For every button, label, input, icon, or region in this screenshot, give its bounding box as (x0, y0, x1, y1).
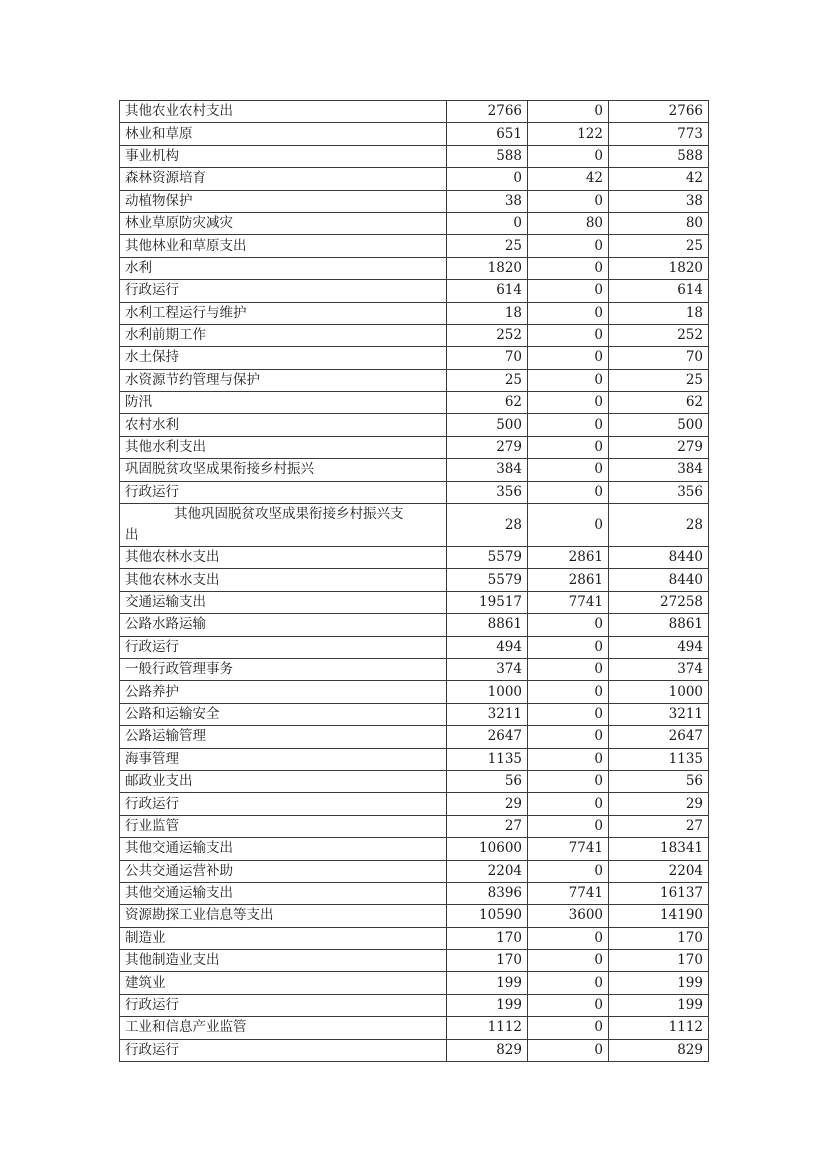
row-category-name: 其他交通运输支出 (120, 882, 447, 904)
table-row (120, 770, 709, 792)
amount-total-cell: 1112 (609, 1017, 709, 1039)
amount-col1-cell: 27 (447, 815, 528, 837)
amount-total-cell: 38 (609, 190, 709, 212)
row-category-name: 水利工程运行与维护 (120, 302, 447, 324)
amount-col1-cell: 19517 (447, 591, 528, 613)
amount-col2-cell: 0 (528, 414, 609, 436)
amount-col2-cell: 0 (528, 459, 609, 481)
amount-col2-cell: 3600 (528, 905, 609, 927)
amount-col2-cell: 0 (528, 369, 609, 391)
amount-col1-cell: 0 (447, 168, 528, 190)
amount-col1-cell: 279 (447, 436, 528, 458)
row-category-name: 林业草原防灾减灾 (120, 212, 447, 234)
amount-col2-cell: 0 (528, 1017, 609, 1039)
table-row (120, 547, 709, 569)
table-row (120, 972, 709, 994)
amount-col2-cell: 0 (528, 190, 609, 212)
table-row (120, 703, 709, 725)
amount-col1-cell: 38 (447, 190, 528, 212)
table-row (120, 838, 709, 860)
table-row (120, 436, 709, 458)
amount-col1-cell: 25 (447, 235, 528, 257)
amount-col1-cell: 199 (447, 994, 528, 1016)
amount-total-cell: 29 (609, 793, 709, 815)
amount-col1-cell: 10600 (447, 838, 528, 860)
table-row (120, 636, 709, 658)
amount-col2-cell: 0 (528, 793, 609, 815)
amount-total-cell: 773 (609, 123, 709, 145)
row-category-name: 其他林业和草原支出 (120, 235, 447, 257)
amount-col1-cell: 2766 (447, 101, 528, 123)
amount-col2-cell: 0 (528, 860, 609, 882)
row-category-name: 其他交通运输支出 (120, 838, 447, 860)
amount-col2-cell: 0 (528, 481, 609, 503)
table-row (120, 569, 709, 591)
amount-col2-cell: 0 (528, 726, 609, 748)
table-row (120, 123, 709, 145)
amount-total-cell: 62 (609, 392, 709, 414)
amount-col1-cell: 588 (447, 145, 528, 167)
amount-total-cell: 279 (609, 436, 709, 458)
amount-col1-cell: 2204 (447, 860, 528, 882)
row-category-name: 行业监管 (120, 815, 447, 837)
amount-col1-cell: 1112 (447, 1017, 528, 1039)
amount-col1-cell: 0 (447, 212, 528, 234)
row-category-name: 其他制造业支出 (120, 950, 447, 972)
row-category-name: 其他水利支出 (120, 436, 447, 458)
table-row (120, 145, 709, 167)
row-category-name-line1: 其他巩固脱贫攻坚成果衔接乡村振兴支 (174, 506, 404, 523)
amount-col1-cell: 829 (447, 1039, 528, 1061)
row-category-name: 行政运行 (120, 280, 447, 302)
row-category-name: 工业和信息产业监管 (120, 1017, 447, 1039)
amount-col2-cell: 42 (528, 168, 609, 190)
amount-total-cell: 25 (609, 235, 709, 257)
row-category-name: 资源勘探工业信息等支出 (120, 905, 447, 927)
amount-total-cell: 18 (609, 302, 709, 324)
row-category-name: 水利 (120, 257, 447, 279)
amount-total-cell: 1820 (609, 257, 709, 279)
table-row (120, 235, 709, 257)
row-category-name: 防汛 (120, 392, 447, 414)
row-category-name: 制造业 (120, 927, 447, 949)
row-category-name: 森林资源培育 (120, 168, 447, 190)
amount-col2-cell: 0 (528, 436, 609, 458)
row-category-name: 邮政业支出 (120, 770, 447, 792)
amount-total-cell: 42 (609, 168, 709, 190)
row-category-name: 林业和草原 (120, 123, 447, 145)
table-row (120, 459, 709, 481)
amount-total-cell: 199 (609, 994, 709, 1016)
row-category-name (120, 504, 447, 547)
amount-col2-cell: 0 (528, 347, 609, 369)
amount-col1-cell: 356 (447, 481, 528, 503)
amount-col1-cell: 28 (447, 504, 528, 547)
amount-total-cell: 28 (609, 504, 709, 547)
row-category-name: 行政运行 (120, 636, 447, 658)
table-row (120, 212, 709, 234)
row-category-name: 海事管理 (120, 748, 447, 770)
amount-col2-cell: 0 (528, 770, 609, 792)
amount-col1-cell: 199 (447, 972, 528, 994)
row-category-name: 事业机构 (120, 145, 447, 167)
table-row (120, 302, 709, 324)
amount-col1-cell: 8396 (447, 882, 528, 904)
row-category-name: 水资源节约管理与保护 (120, 369, 447, 391)
amount-col2-cell: 0 (528, 101, 609, 123)
table-row (120, 591, 709, 613)
amount-total-cell: 614 (609, 280, 709, 302)
amount-col2-cell: 0 (528, 994, 609, 1016)
amount-col2-cell: 80 (528, 212, 609, 234)
row-category-name: 巩固脱贫攻坚成果衔接乡村振兴 (120, 459, 447, 481)
amount-total-cell: 1000 (609, 681, 709, 703)
table-row (120, 658, 709, 680)
amount-total-cell: 80 (609, 212, 709, 234)
amount-col1-cell: 2647 (447, 726, 528, 748)
amount-total-cell: 588 (609, 145, 709, 167)
amount-col2-cell: 0 (528, 504, 609, 547)
amount-col1-cell: 18 (447, 302, 528, 324)
amount-col1-cell: 5579 (447, 547, 528, 569)
amount-total-cell: 2647 (609, 726, 709, 748)
row-category-name: 其他农业农村支出 (120, 101, 447, 123)
amount-col1-cell: 374 (447, 658, 528, 680)
amount-col1-cell: 651 (447, 123, 528, 145)
table-row (120, 614, 709, 636)
table-body (120, 101, 709, 1062)
amount-total-cell: 8440 (609, 547, 709, 569)
row-category-name: 行政运行 (120, 793, 447, 815)
table-row (120, 324, 709, 346)
amount-col2-cell: 7741 (528, 838, 609, 860)
amount-total-cell: 2204 (609, 860, 709, 882)
amount-col1-cell: 5579 (447, 569, 528, 591)
amount-col1-cell: 494 (447, 636, 528, 658)
amount-col1-cell: 70 (447, 347, 528, 369)
amount-col2-cell: 0 (528, 257, 609, 279)
amount-total-cell: 500 (609, 414, 709, 436)
amount-col1-cell: 1820 (447, 257, 528, 279)
row-category-name: 公路水路运输 (120, 614, 447, 636)
amount-col2-cell: 0 (528, 636, 609, 658)
table-row (120, 994, 709, 1016)
table-row (120, 347, 709, 369)
table-row (120, 815, 709, 837)
amount-total-cell: 2766 (609, 101, 709, 123)
amount-total-cell: 27258 (609, 591, 709, 613)
amount-total-cell: 252 (609, 324, 709, 346)
table-row (120, 257, 709, 279)
amount-col1-cell: 29 (447, 793, 528, 815)
amount-col2-cell: 2861 (528, 547, 609, 569)
amount-col1-cell: 500 (447, 414, 528, 436)
table-row (120, 369, 709, 391)
row-category-name: 行政运行 (120, 481, 447, 503)
amount-total-cell: 494 (609, 636, 709, 658)
amount-col2-cell: 0 (528, 815, 609, 837)
amount-col1-cell: 1000 (447, 681, 528, 703)
amount-col1-cell: 252 (447, 324, 528, 346)
amount-total-cell: 16137 (609, 882, 709, 904)
amount-col2-cell: 0 (528, 703, 609, 725)
amount-col2-cell: 2861 (528, 569, 609, 591)
amount-col1-cell: 8861 (447, 614, 528, 636)
row-category-name: 一般行政管理事务 (120, 658, 447, 680)
amount-total-cell: 170 (609, 927, 709, 949)
amount-total-cell: 8861 (609, 614, 709, 636)
row-category-name: 交通运输支出 (120, 591, 447, 613)
table-row (120, 504, 709, 547)
amount-col1-cell: 3211 (447, 703, 528, 725)
amount-col2-cell: 0 (528, 145, 609, 167)
row-category-name: 行政运行 (120, 994, 447, 1016)
table-row (120, 681, 709, 703)
table-row (120, 190, 709, 212)
amount-col1-cell: 25 (447, 369, 528, 391)
row-category-name: 公路养护 (120, 681, 447, 703)
amount-col2-cell: 0 (528, 681, 609, 703)
amount-col2-cell: 0 (528, 950, 609, 972)
row-category-name: 水利前期工作 (120, 324, 447, 346)
amount-total-cell: 18341 (609, 838, 709, 860)
amount-total-cell: 199 (609, 972, 709, 994)
row-category-name: 建筑业 (120, 972, 447, 994)
table-row (120, 414, 709, 436)
amount-col2-cell: 0 (528, 392, 609, 414)
amount-total-cell: 27 (609, 815, 709, 837)
table-row (120, 168, 709, 190)
table-row (120, 793, 709, 815)
table-row (120, 927, 709, 949)
amount-total-cell: 829 (609, 1039, 709, 1061)
table-row (120, 748, 709, 770)
amount-col2-cell: 0 (528, 972, 609, 994)
amount-total-cell: 56 (609, 770, 709, 792)
table-row (120, 726, 709, 748)
amount-total-cell: 1135 (609, 748, 709, 770)
table-row (120, 481, 709, 503)
table-row (120, 905, 709, 927)
row-category-name: 公共交通运营补助 (120, 860, 447, 882)
row-category-name: 农村水利 (120, 414, 447, 436)
amount-col1-cell: 170 (447, 950, 528, 972)
amount-total-cell: 3211 (609, 703, 709, 725)
amount-col1-cell: 170 (447, 927, 528, 949)
amount-col2-cell: 0 (528, 280, 609, 302)
row-category-name: 水土保持 (120, 347, 447, 369)
table-row (120, 860, 709, 882)
row-category-name: 行政运行 (120, 1039, 447, 1061)
amount-col1-cell: 1135 (447, 748, 528, 770)
amount-col1-cell: 384 (447, 459, 528, 481)
table-row (120, 392, 709, 414)
amount-total-cell: 70 (609, 347, 709, 369)
row-category-name-line2: 出 (125, 527, 139, 544)
amount-total-cell: 25 (609, 369, 709, 391)
table-row (120, 101, 709, 123)
amount-col2-cell: 7741 (528, 882, 609, 904)
amount-col1-cell: 614 (447, 280, 528, 302)
amount-col1-cell: 10590 (447, 905, 528, 927)
budget-table (119, 100, 709, 1062)
amount-col2-cell: 0 (528, 748, 609, 770)
amount-col2-cell: 0 (528, 324, 609, 346)
table-row (120, 950, 709, 972)
amount-col2-cell: 0 (528, 658, 609, 680)
row-category-name: 其他农林水支出 (120, 569, 447, 591)
row-category-name: 公路和运输安全 (120, 703, 447, 725)
row-category-name: 动植物保护 (120, 190, 447, 212)
row-category-name: 公路运输管理 (120, 726, 447, 748)
row-category-name: 其他农林水支出 (120, 547, 447, 569)
amount-col2-cell: 0 (528, 927, 609, 949)
amount-col2-cell: 0 (528, 302, 609, 324)
amount-col2-cell: 0 (528, 1039, 609, 1061)
amount-col2-cell: 122 (528, 123, 609, 145)
table-row (120, 1017, 709, 1039)
amount-col1-cell: 62 (447, 392, 528, 414)
table-row (120, 882, 709, 904)
amount-col2-cell: 7741 (528, 591, 609, 613)
amount-col2-cell: 0 (528, 235, 609, 257)
table-row (120, 1039, 709, 1061)
amount-col2-cell: 0 (528, 614, 609, 636)
amount-total-cell: 14190 (609, 905, 709, 927)
amount-total-cell: 356 (609, 481, 709, 503)
table-row (120, 280, 709, 302)
amount-total-cell: 384 (609, 459, 709, 481)
amount-total-cell: 374 (609, 658, 709, 680)
amount-col1-cell: 56 (447, 770, 528, 792)
amount-total-cell: 8440 (609, 569, 709, 591)
amount-total-cell: 170 (609, 950, 709, 972)
